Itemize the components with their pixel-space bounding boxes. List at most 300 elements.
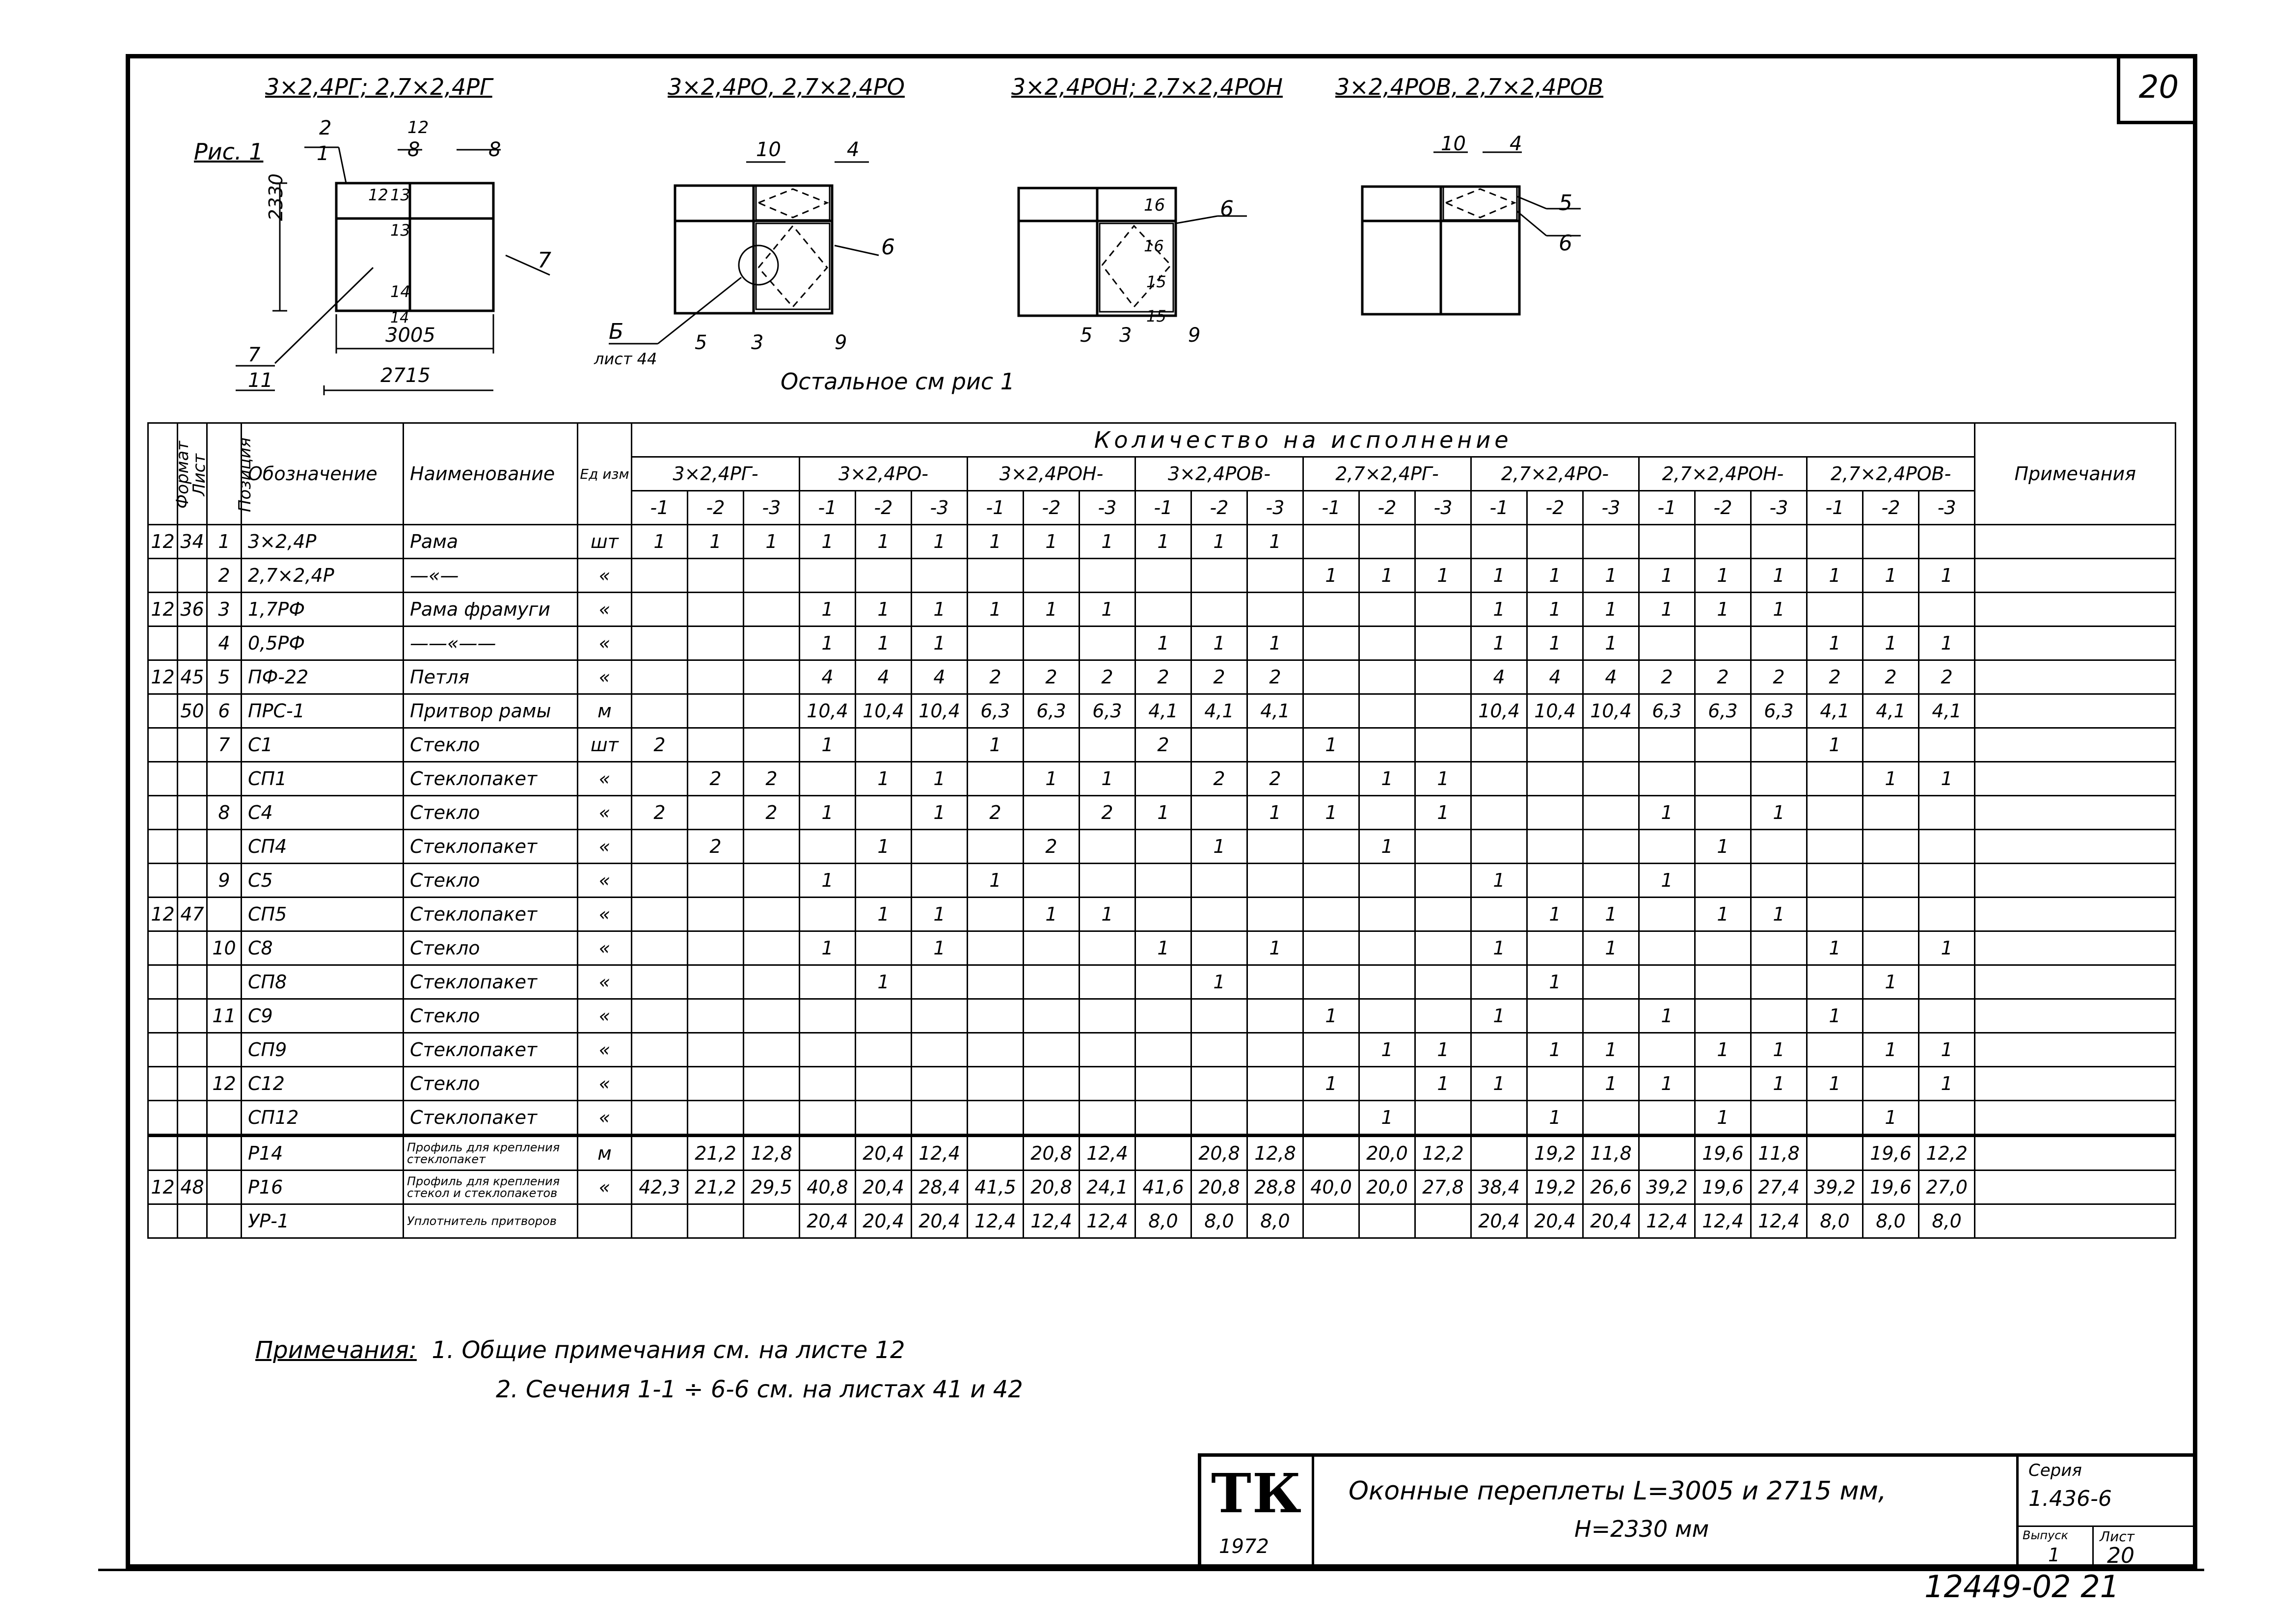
- cell-note: [1975, 762, 2176, 796]
- cell-note: [1975, 1067, 2176, 1101]
- cell-quantity: 2: [744, 796, 800, 830]
- cell-quantity: [1024, 796, 1080, 830]
- cell-quantity: 1: [912, 525, 968, 559]
- cell-unit: «: [578, 864, 632, 898]
- cell-quantity: 4: [1527, 660, 1583, 694]
- cell-sheet: [178, 1101, 207, 1136]
- cell-quantity: 1: [1751, 898, 1807, 931]
- fig1-callout: 8: [407, 138, 420, 161]
- cell-position: [207, 965, 242, 999]
- cell-note: [1975, 965, 2176, 999]
- cell-quantity: [912, 830, 968, 864]
- cell-quantity: [744, 559, 800, 593]
- cell-quantity: [1415, 728, 1471, 762]
- variant-title-4: 3×2,4РОВ, 2,7×2,4РОВ: [1335, 74, 1604, 100]
- cell-name: Стеклопакет: [404, 1033, 578, 1067]
- cell-quantity: [1471, 965, 1527, 999]
- cell-quantity: 10,4: [856, 694, 912, 728]
- cell-quantity: 4,1: [1807, 694, 1863, 728]
- cell-quantity: 19,6: [1863, 1170, 1919, 1204]
- cell-quantity: [1919, 796, 1975, 830]
- cell-quantity: [1191, 728, 1247, 762]
- col-format: Формат: [148, 423, 178, 525]
- cell-quantity: [1471, 728, 1527, 762]
- cell-quantity: [1695, 525, 1751, 559]
- rest-note: Остальное см рис 1: [781, 368, 1015, 395]
- group-header: 2,7×2,4РГ-: [1303, 457, 1471, 491]
- cell-quantity: 1: [1863, 965, 1919, 999]
- cell-sheet: [178, 965, 207, 999]
- cell-quantity: [1024, 999, 1080, 1033]
- cell-quantity: [1639, 525, 1695, 559]
- sheet-number: 20: [2117, 54, 2197, 124]
- cell-quantity: [632, 762, 688, 796]
- cell-quantity: [856, 728, 912, 762]
- cell-quantity: [632, 1136, 688, 1170]
- cell-sheet: [178, 1136, 207, 1170]
- cell-quantity: [1303, 830, 1359, 864]
- drawing-subtitle: H=2330 мм: [1574, 1516, 1709, 1542]
- fig2-callout: 3: [751, 331, 764, 354]
- cell-position: [207, 1101, 242, 1136]
- cell-quantity: [1080, 965, 1135, 999]
- cell-quantity: [632, 864, 688, 898]
- cell-note: [1975, 999, 2176, 1033]
- cell-quantity: 2: [1247, 660, 1303, 694]
- cell-quantity: [1695, 1067, 1751, 1101]
- cell-quantity: 1: [856, 626, 912, 660]
- cell-quantity: 1: [1471, 593, 1527, 626]
- cell-quantity: [632, 1101, 688, 1136]
- cell-quantity: 1: [1415, 1067, 1471, 1101]
- cell-quantity: [968, 559, 1024, 593]
- cell-quantity: 12,4: [1080, 1136, 1135, 1170]
- group-header: 3×2,4РГ-: [632, 457, 800, 491]
- cell-quantity: [1583, 864, 1639, 898]
- cell-quantity: [1359, 999, 1415, 1033]
- cell-quantity: [1471, 762, 1527, 796]
- cell-name: Рама фрамуги: [404, 593, 578, 626]
- cell-quantity: [800, 830, 856, 864]
- cell-quantity: [1024, 965, 1080, 999]
- cell-position: [207, 762, 242, 796]
- cell-quantity: [1471, 898, 1527, 931]
- cell-quantity: 1: [856, 830, 912, 864]
- cell-quantity: 40,0: [1303, 1170, 1359, 1204]
- cell-quantity: [688, 593, 744, 626]
- cell-quantity: 2: [1247, 762, 1303, 796]
- cell-quantity: 1: [1135, 796, 1191, 830]
- cell-quantity: 6,3: [1080, 694, 1135, 728]
- cell-note: [1975, 1136, 2176, 1170]
- cell-quantity: [1863, 796, 1919, 830]
- cell-quantity: 2: [1751, 660, 1807, 694]
- cell-quantity: [632, 1067, 688, 1101]
- cell-quantity: [1807, 864, 1863, 898]
- cell-quantity: 1: [1639, 864, 1695, 898]
- cell-quantity: [1863, 593, 1919, 626]
- cell-quantity: [1080, 1101, 1135, 1136]
- cell-quantity: [1247, 898, 1303, 931]
- fig2-callout: лист 44: [594, 350, 657, 368]
- sub-header: -3: [1751, 491, 1807, 525]
- fig2-callout: 9: [835, 331, 847, 354]
- cell-quantity: 4: [912, 660, 968, 694]
- cell-quantity: 1: [912, 898, 968, 931]
- fig4-callout: 6: [1559, 231, 1572, 256]
- title-block: [1198, 1453, 2197, 1569]
- cell-quantity: [1863, 1067, 1919, 1101]
- cell-quantity: [1135, 1033, 1191, 1067]
- cell-quantity: [1639, 1033, 1695, 1067]
- group-header: 2,7×2,4РОВ-: [1807, 457, 1975, 491]
- cell-quantity: [1807, 796, 1863, 830]
- cell-quantity: [1527, 830, 1583, 864]
- cell-quantity: 19,6: [1695, 1136, 1751, 1170]
- cell-quantity: 10,4: [1527, 694, 1583, 728]
- cell-quantity: [1080, 931, 1135, 965]
- cell-designation: 2,7×2,4Р: [242, 559, 404, 593]
- sub-header: -2: [1527, 491, 1583, 525]
- cell-quantity: 1: [1471, 1067, 1527, 1101]
- cell-quantity: [1807, 525, 1863, 559]
- cell-quantity: 1: [1751, 796, 1807, 830]
- cell-designation: Р14: [242, 1136, 404, 1170]
- cell-position: 9: [207, 864, 242, 898]
- cell-quantity: 12,2: [1919, 1136, 1975, 1170]
- cell-name: Стекло: [404, 728, 578, 762]
- series-block: [2016, 1457, 2197, 1569]
- cell-quantity: 6,3: [1639, 694, 1695, 728]
- issue-value: 1: [2048, 1544, 2060, 1566]
- cell-designation: Р16: [242, 1170, 404, 1204]
- cell-quantity: 1: [1583, 1033, 1639, 1067]
- cell-quantity: [1415, 626, 1471, 660]
- cell-quantity: [1751, 626, 1807, 660]
- cell-note: [1975, 1033, 2176, 1067]
- cell-quantity: [1639, 931, 1695, 965]
- cell-quantity: 1: [1807, 559, 1863, 593]
- cell-quantity: [1080, 728, 1135, 762]
- cell-quantity: [632, 830, 688, 864]
- cell-quantity: 26,6: [1583, 1170, 1639, 1204]
- cell-quantity: 20,8: [1191, 1136, 1247, 1170]
- cell-quantity: [1751, 965, 1807, 999]
- cell-quantity: 20,0: [1359, 1170, 1415, 1204]
- cell-quantity: 11,8: [1583, 1136, 1639, 1170]
- cell-quantity: 2: [1135, 660, 1191, 694]
- cell-quantity: 1: [1024, 898, 1080, 931]
- fig3-callout: 9: [1188, 324, 1201, 347]
- cell-quantity: 1: [1751, 1033, 1807, 1067]
- cell-quantity: 4: [1471, 660, 1527, 694]
- cell-quantity: [688, 1033, 744, 1067]
- cell-quantity: 1: [968, 525, 1024, 559]
- cell-quantity: [1303, 1033, 1359, 1067]
- cell-quantity: [632, 965, 688, 999]
- cell-quantity: [1191, 864, 1247, 898]
- cell-format: [148, 1067, 178, 1101]
- cell-quantity: 1: [1303, 999, 1359, 1033]
- cell-quantity: 1: [1639, 593, 1695, 626]
- cell-quantity: [1247, 830, 1303, 864]
- cell-quantity: 39,2: [1639, 1170, 1695, 1204]
- cell-quantity: [1695, 626, 1751, 660]
- cell-quantity: 2: [632, 796, 688, 830]
- cell-sheet: [178, 830, 207, 864]
- fig1-callout: 13: [390, 221, 410, 240]
- cell-quantity: [744, 898, 800, 931]
- cell-position: 12: [207, 1067, 242, 1101]
- cell-format: [148, 999, 178, 1033]
- cell-quantity: 1: [1583, 559, 1639, 593]
- cell-quantity: [688, 898, 744, 931]
- cell-name: Уплотнитель притворов: [404, 1204, 578, 1238]
- cell-quantity: [968, 626, 1024, 660]
- cell-quantity: 10,4: [1471, 694, 1527, 728]
- cell-unit: «: [578, 1170, 632, 1204]
- cell-quantity: 1: [1247, 626, 1303, 660]
- cell-quantity: [1135, 593, 1191, 626]
- sub-header: -3: [1080, 491, 1135, 525]
- cell-quantity: 1: [1807, 626, 1863, 660]
- bottom-line: [98, 1569, 2204, 1571]
- cell-quantity: 1: [1471, 559, 1527, 593]
- cell-position: 7: [207, 728, 242, 762]
- cell-quantity: [1415, 965, 1471, 999]
- cell-quantity: [1359, 660, 1415, 694]
- cell-sheet: [178, 1204, 207, 1238]
- fig2-callout: 6: [881, 235, 895, 260]
- cell-quantity: 38,4: [1471, 1170, 1527, 1204]
- cell-quantity: [1303, 694, 1359, 728]
- cell-quantity: 1: [1583, 1067, 1639, 1101]
- cell-position: 8: [207, 796, 242, 830]
- cell-unit: «: [578, 1101, 632, 1136]
- cell-format: 12: [148, 1170, 178, 1204]
- cell-quantity: 1: [1695, 830, 1751, 864]
- fig1-callout: 14: [390, 282, 410, 301]
- cell-quantity: 4,1: [1191, 694, 1247, 728]
- cell-quantity: [744, 1067, 800, 1101]
- cell-quantity: [632, 626, 688, 660]
- cell-quantity: 1: [1191, 830, 1247, 864]
- cell-quantity: 1: [1359, 762, 1415, 796]
- cell-quantity: [1751, 728, 1807, 762]
- cell-quantity: 1: [632, 525, 688, 559]
- table-row: [148, 965, 2176, 999]
- cell-quantity: [1919, 965, 1975, 999]
- cell-designation: СП9: [242, 1033, 404, 1067]
- cell-format: 12: [148, 898, 178, 931]
- cell-quantity: [1415, 525, 1471, 559]
- cell-name: Стекло: [404, 796, 578, 830]
- organization-logo: ТК: [1211, 1462, 1302, 1525]
- cell-quantity: [912, 864, 968, 898]
- cell-quantity: [688, 931, 744, 965]
- cell-quantity: 1: [1471, 931, 1527, 965]
- cell-position: 11: [207, 999, 242, 1033]
- cell-quantity: [968, 999, 1024, 1033]
- cell-quantity: [968, 1101, 1024, 1136]
- cell-quantity: [1919, 1101, 1975, 1136]
- sub-header: -2: [856, 491, 912, 525]
- cell-quantity: [1471, 796, 1527, 830]
- sub-header: -3: [1583, 491, 1639, 525]
- cell-quantity: [744, 728, 800, 762]
- cell-quantity: 1: [800, 931, 856, 965]
- cell-quantity: [688, 559, 744, 593]
- group-header: 2,7×2,4РО-: [1471, 457, 1639, 491]
- cell-quantity: [1024, 1067, 1080, 1101]
- col-sheet: Лист: [178, 423, 207, 525]
- cell-quantity: [1751, 999, 1807, 1033]
- cell-quantity: [1863, 864, 1919, 898]
- cell-quantity: 12,4: [912, 1136, 968, 1170]
- cell-name: ——«——: [404, 626, 578, 660]
- cell-quantity: 1: [1080, 898, 1135, 931]
- cell-format: 12: [148, 525, 178, 559]
- cell-sheet: [178, 559, 207, 593]
- cell-quantity: 27,4: [1751, 1170, 1807, 1204]
- cell-quantity: [1247, 1067, 1303, 1101]
- cell-quantity: 28,4: [912, 1170, 968, 1204]
- cell-quantity: [688, 796, 744, 830]
- cell-quantity: [688, 1101, 744, 1136]
- table-row: [148, 931, 2176, 965]
- cell-quantity: 1: [1303, 796, 1359, 830]
- cell-unit: м: [578, 1136, 632, 1170]
- cell-quantity: [1191, 999, 1247, 1033]
- cell-position: 2: [207, 559, 242, 593]
- cell-quantity: 1: [856, 965, 912, 999]
- cell-quantity: [1247, 728, 1303, 762]
- fig1-callout: 13: [390, 186, 410, 204]
- cell-quantity: [1191, 593, 1247, 626]
- table-row: [148, 1204, 2176, 1238]
- cell-format: [148, 559, 178, 593]
- cell-quantity: 19,2: [1527, 1170, 1583, 1204]
- cell-quantity: [1359, 593, 1415, 626]
- sub-header: -2: [1191, 491, 1247, 525]
- cell-quantity: 2: [1919, 660, 1975, 694]
- cell-quantity: [1024, 559, 1080, 593]
- cell-quantity: [856, 796, 912, 830]
- cell-quantity: 1: [1639, 1067, 1695, 1101]
- cell-quantity: 2: [1080, 660, 1135, 694]
- cell-quantity: [632, 931, 688, 965]
- cell-quantity: 27,0: [1919, 1170, 1975, 1204]
- cell-quantity: [744, 626, 800, 660]
- cell-quantity: [1135, 559, 1191, 593]
- cell-quantity: 12,2: [1415, 1136, 1471, 1170]
- cell-quantity: 1: [1527, 898, 1583, 931]
- fig1-callout: 8: [488, 138, 501, 161]
- cell-quantity: 10,4: [912, 694, 968, 728]
- cell-quantity: 1: [1359, 1033, 1415, 1067]
- cell-quantity: 1: [1471, 626, 1527, 660]
- cell-quantity: [1080, 864, 1135, 898]
- cell-format: 12: [148, 660, 178, 694]
- cell-sheet: [178, 626, 207, 660]
- cell-quantity: [1024, 864, 1080, 898]
- fig2-callout: 5: [695, 331, 707, 354]
- cell-designation: 0,5РФ: [242, 626, 404, 660]
- fig1-callout: 12: [368, 186, 388, 204]
- cell-quantity: 1: [1024, 525, 1080, 559]
- cell-quantity: 8,0: [1191, 1204, 1247, 1238]
- cell-quantity: 1: [1807, 999, 1863, 1033]
- cell-sheet: [178, 864, 207, 898]
- cell-quantity: 2: [1135, 728, 1191, 762]
- cell-quantity: 1: [1863, 762, 1919, 796]
- cell-format: [148, 965, 178, 999]
- cell-quantity: [1527, 762, 1583, 796]
- cell-sheet: 48: [178, 1170, 207, 1204]
- cell-quantity: 1: [1527, 593, 1583, 626]
- cell-quantity: 20,8: [1024, 1170, 1080, 1204]
- cell-quantity: [856, 1067, 912, 1101]
- cell-quantity: 1: [1863, 559, 1919, 593]
- cell-quantity: 4,1: [1919, 694, 1975, 728]
- cell-quantity: 19,6: [1695, 1170, 1751, 1204]
- cell-quantity: 1: [1919, 559, 1975, 593]
- table-row: [148, 559, 2176, 593]
- fig2-callout: Б: [609, 319, 624, 344]
- cell-quantity: 1: [1527, 559, 1583, 593]
- cell-quantity: [688, 626, 744, 660]
- cell-quantity: [800, 1136, 856, 1170]
- cell-quantity: [1359, 1204, 1415, 1238]
- cell-quantity: [1415, 999, 1471, 1033]
- cell-quantity: 1: [1751, 559, 1807, 593]
- organization-stamp: [1201, 1457, 1314, 1569]
- cell-quantity: 21,2: [688, 1170, 744, 1204]
- cell-quantity: 1: [800, 593, 856, 626]
- cell-quantity: 12,8: [1247, 1136, 1303, 1170]
- cell-unit: «: [578, 1067, 632, 1101]
- cell-designation: ПФ-22: [242, 660, 404, 694]
- cell-quantity: 1: [968, 864, 1024, 898]
- fig2-callout: 10: [756, 138, 781, 161]
- cell-quantity: [744, 1033, 800, 1067]
- cell-sheet: [178, 796, 207, 830]
- cell-quantity: [912, 559, 968, 593]
- cell-quantity: [856, 1033, 912, 1067]
- cell-quantity: 2: [744, 762, 800, 796]
- cell-quantity: [688, 965, 744, 999]
- cell-note: [1975, 1204, 2176, 1238]
- cell-quantity: 1: [856, 593, 912, 626]
- cell-unit: шт: [578, 728, 632, 762]
- cell-name: Стекло: [404, 1067, 578, 1101]
- cell-designation: 3×2,4Р: [242, 525, 404, 559]
- cell-quantity: [1359, 864, 1415, 898]
- cell-quantity: [1639, 728, 1695, 762]
- cell-quantity: 19,2: [1527, 1136, 1583, 1170]
- cell-quantity: [1303, 864, 1359, 898]
- cell-note: [1975, 626, 2176, 660]
- cell-designation: С1: [242, 728, 404, 762]
- cell-quantity: 1: [968, 728, 1024, 762]
- cell-quantity: [1135, 830, 1191, 864]
- cell-quantity: 1: [1639, 999, 1695, 1033]
- cell-quantity: [744, 694, 800, 728]
- cell-quantity: [1359, 965, 1415, 999]
- cell-quantity: [912, 965, 968, 999]
- cell-quantity: 42,3: [632, 1170, 688, 1204]
- cell-quantity: 6,3: [1695, 694, 1751, 728]
